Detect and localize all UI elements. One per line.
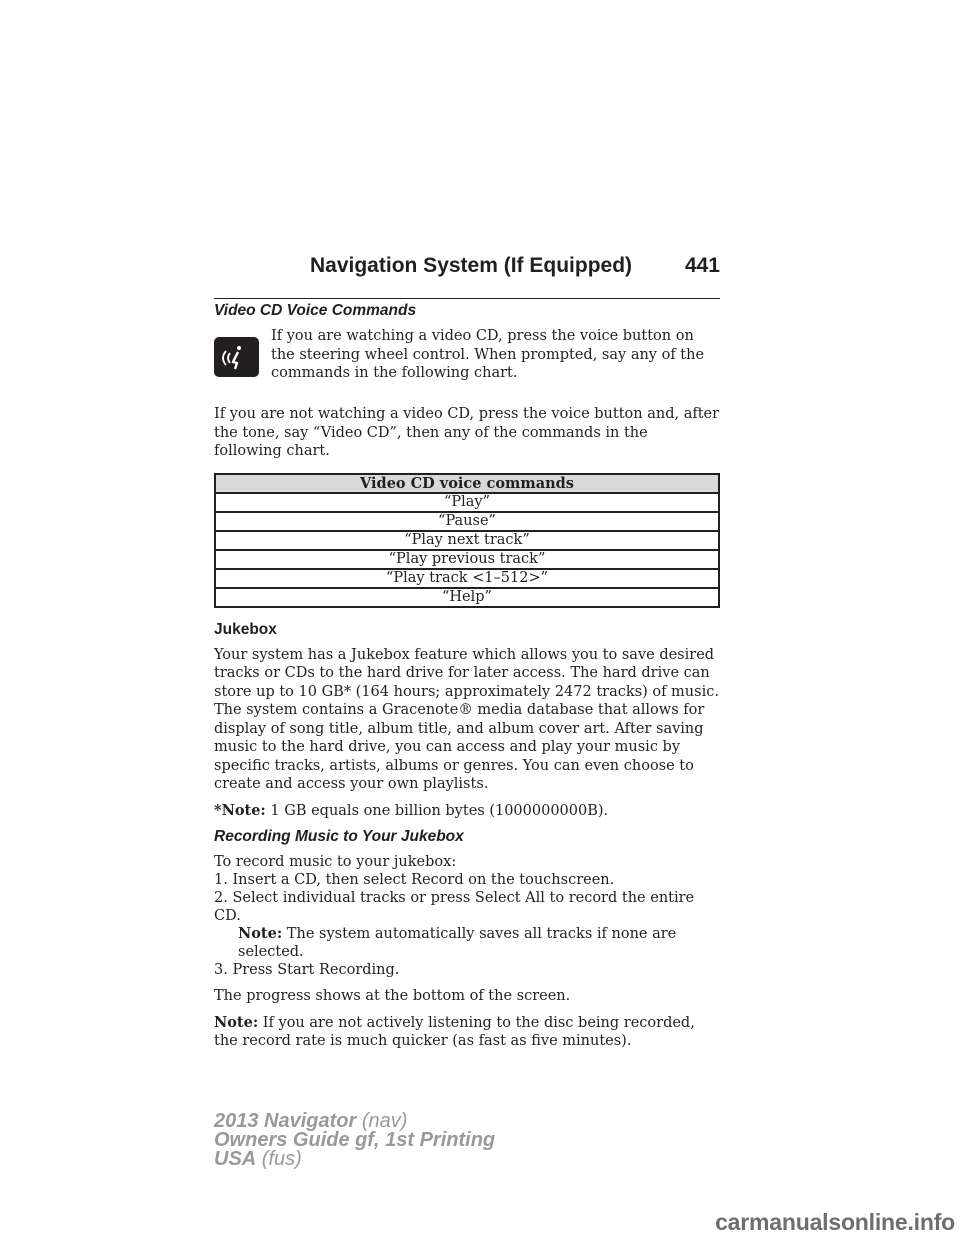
table-row xyxy=(215,550,719,569)
footer-line-2: Owners Guide gf, 1st Printing xyxy=(214,1129,496,1151)
section-heading-video-cd: Video CD Voice Commands xyxy=(214,302,417,319)
note-label: *Note: xyxy=(214,801,266,819)
table-cell: “Play previous track” xyxy=(215,550,719,569)
table-row xyxy=(215,512,719,531)
note-text: 1 GB equals one billion bytes (1000000000B). xyxy=(265,802,609,819)
video-cd-paragraph: If you are not watching a video CD, press the voice button and, after the tone, say “Video CD”, then any of the commands in the following chart. xyxy=(214,406,720,459)
footer-market: USA xyxy=(214,1148,257,1170)
recording-steps xyxy=(214,853,720,979)
note-text: If you are not actively listening to the disc being recorded, the record rate is much quicker (as fast as five minutes). xyxy=(214,1014,695,1049)
step-2: 2. Select individual tracks or press Select All to record the entire CD. xyxy=(214,890,695,924)
page-number: 441 xyxy=(684,254,720,277)
voice-button-icon xyxy=(214,337,259,377)
note-label: Note: xyxy=(214,1013,259,1031)
voice-instruction-block xyxy=(214,327,720,405)
footer-line-3 xyxy=(214,1150,495,1169)
header-title: Navigation System (If Equipped) xyxy=(310,254,633,277)
table-cell: “Help” xyxy=(215,588,719,607)
voice-instruction-text: If you are watching a video CD, press the voice button on the steering wheel control. When prompted, say any of the commands in the following chart. xyxy=(271,328,705,381)
gb-note xyxy=(214,802,720,821)
page-content xyxy=(214,302,720,1051)
footer-market-code: (fus) xyxy=(256,1148,302,1170)
table-cell: “Pause” xyxy=(215,512,719,531)
note-text: The system automatically saves all tracks if none are selected. xyxy=(238,926,677,960)
page-footer xyxy=(214,1112,495,1169)
table-row xyxy=(215,493,719,512)
header-rule xyxy=(214,298,720,299)
section-heading-jukebox: Jukebox xyxy=(214,620,277,638)
table-row xyxy=(215,569,719,588)
section-heading-recording: Recording Music to Your Jukebox xyxy=(214,828,464,845)
jukebox-paragraph: Your system has a Jukebox feature which allows you to save desired tracks or CDs to the hard drive for later access. The hard drive can store up to 10 GB* (164 hours; approximately 2472 tracks) of music. The system contains a Gracenote® media database that allows for display of song title, album title, and album cover art. After saving music to the hard drive, you can access and play your music by specific tracks, artists, albums or genres. You can even choose to create and access your own playlists. xyxy=(214,646,719,792)
steps-intro: To record music to your jukebox: xyxy=(214,854,457,870)
step-3: 3. Press Start Recording. xyxy=(214,962,400,978)
table-row xyxy=(215,588,719,607)
record-rate-note xyxy=(214,1014,720,1051)
watermark: carmanualsonline.info xyxy=(715,1209,955,1235)
note-label: Note: xyxy=(238,925,283,942)
footer-model-code: (nav) xyxy=(356,1110,408,1132)
voice-commands-table xyxy=(214,473,720,608)
progress-text: The progress shows at the bottom of the screen. xyxy=(214,988,571,1004)
footer-model: 2013 Navigator xyxy=(214,1110,357,1132)
table-row xyxy=(215,531,719,550)
table-cell: “Play track <1–512>” xyxy=(215,569,719,588)
step-1: 1. Insert a CD, then select Record on the touchscreen. xyxy=(214,872,615,888)
table-cell: “Play next track” xyxy=(215,531,719,550)
table-header: Video CD voice commands xyxy=(215,474,719,493)
table-cell: “Play” xyxy=(215,493,719,512)
step-2-note xyxy=(214,925,720,961)
page-header xyxy=(310,254,720,298)
